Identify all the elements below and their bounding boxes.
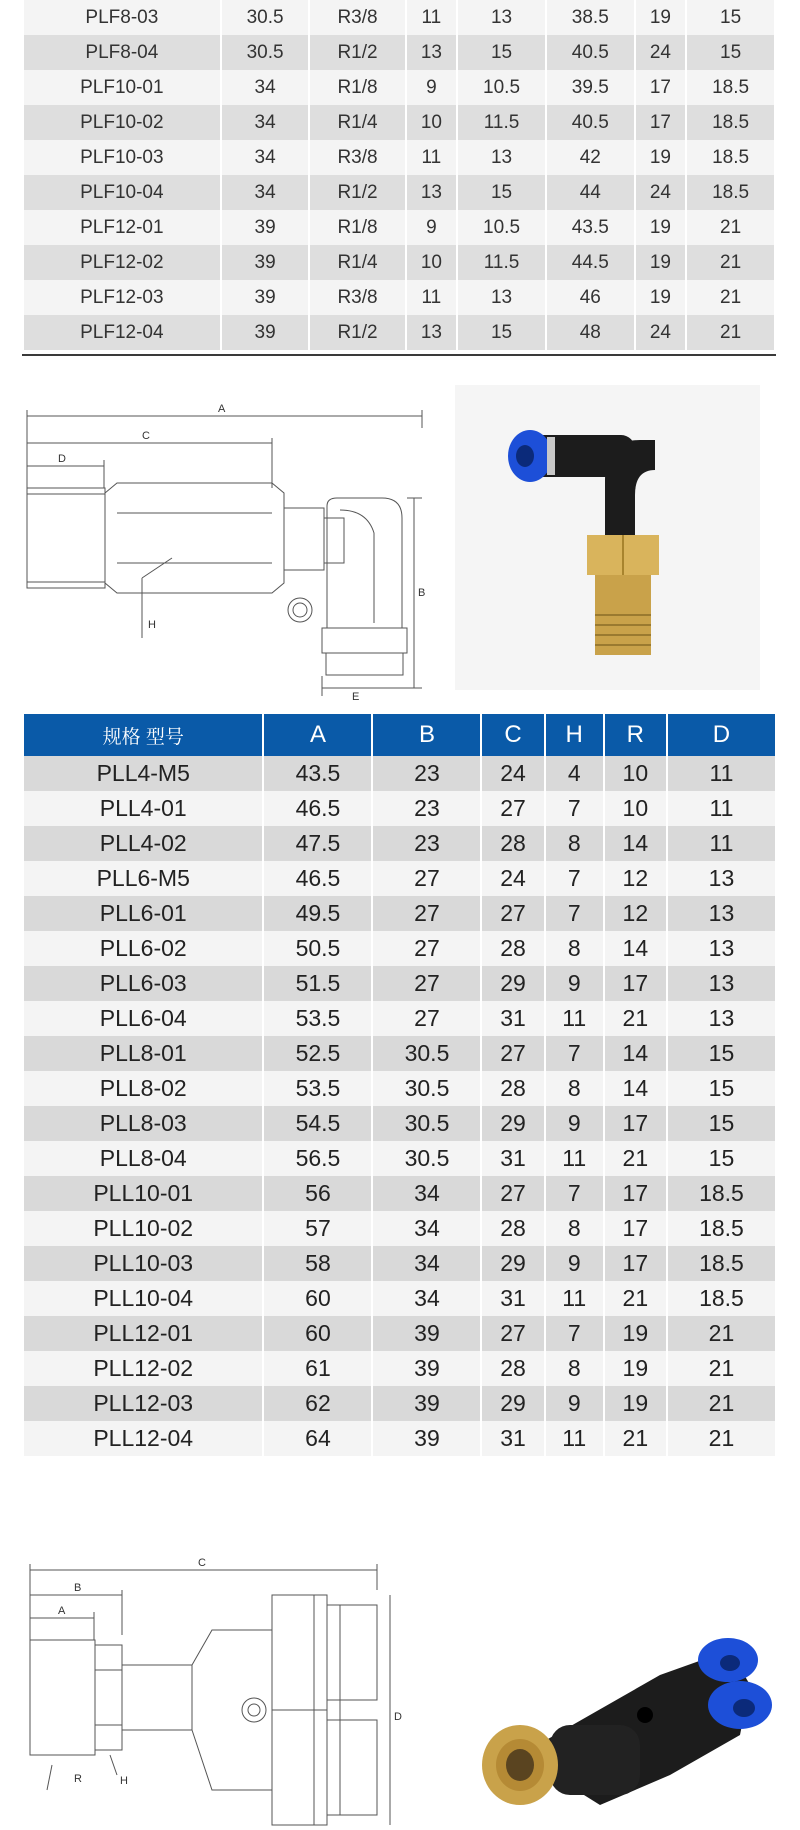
value-cell: 17 [605, 966, 666, 1001]
value-cell: 21 [687, 245, 774, 280]
value-cell: 46 [547, 280, 634, 315]
dim-label-h: H [120, 1775, 128, 1787]
model-cell: PLL12-04 [24, 1421, 262, 1456]
model-cell: PLL6-M5 [24, 861, 262, 896]
model-cell: PLL8-02 [24, 1071, 262, 1106]
value-cell: 10 [605, 756, 666, 791]
value-cell: 42 [547, 140, 634, 175]
pll-elbow-technical-drawing [22, 398, 442, 703]
value-cell: 17 [605, 1176, 666, 1211]
value-cell: 19 [636, 210, 686, 245]
value-cell: 53.5 [264, 1001, 371, 1036]
value-cell: 58 [264, 1246, 371, 1281]
value-cell: 21 [687, 280, 774, 315]
header-col-r: R [605, 714, 666, 756]
value-cell: 39 [222, 280, 309, 315]
value-cell: 18.5 [687, 105, 774, 140]
header-col-d: D [668, 714, 775, 756]
value-cell: 28 [482, 1351, 543, 1386]
model-cell: PLL8-03 [24, 1106, 262, 1141]
model-cell: PLL6-02 [24, 931, 262, 966]
model-cell: PLF12-02 [24, 245, 220, 280]
value-cell: 7 [546, 791, 603, 826]
model-cell: PLF12-04 [24, 315, 220, 350]
value-cell: 39 [222, 315, 309, 350]
value-cell: R1/8 [310, 210, 404, 245]
value-cell: 15 [458, 35, 545, 70]
value-cell: 17 [605, 1211, 666, 1246]
value-cell: 8 [546, 931, 603, 966]
value-cell: 19 [605, 1316, 666, 1351]
value-cell: 18.5 [668, 1211, 775, 1246]
value-cell: 13 [458, 0, 545, 35]
value-cell: 23 [373, 791, 480, 826]
value-cell: 31 [482, 1141, 543, 1176]
value-cell: 17 [605, 1246, 666, 1281]
value-cell: 18.5 [687, 140, 774, 175]
value-cell: 21 [668, 1386, 775, 1421]
value-cell: 17 [605, 1106, 666, 1141]
value-cell: 30.5 [222, 35, 309, 70]
value-cell: 29 [482, 1386, 543, 1421]
table-row [24, 1281, 775, 1316]
value-cell: 19 [605, 1386, 666, 1421]
value-cell: 15 [687, 35, 774, 70]
value-cell: 39 [373, 1351, 480, 1386]
value-cell: 18.5 [687, 175, 774, 210]
table-row [24, 210, 774, 245]
value-cell: 13 [458, 140, 545, 175]
value-cell: 8 [546, 1351, 603, 1386]
model-cell: PLL8-01 [24, 1036, 262, 1071]
value-cell: 23 [373, 826, 480, 861]
value-cell: 10.5 [458, 210, 545, 245]
value-cell: 51.5 [264, 966, 371, 1001]
value-cell: 56 [264, 1176, 371, 1211]
dim-label-b: B [418, 587, 426, 599]
value-cell: 21 [605, 1141, 666, 1176]
value-cell: 30.5 [373, 1141, 480, 1176]
table-row [24, 861, 775, 896]
value-cell: 11 [407, 140, 457, 175]
value-cell: 39.5 [547, 70, 634, 105]
value-cell: 21 [605, 1001, 666, 1036]
plf-dimension-table [22, 0, 776, 350]
value-cell: 19 [605, 1351, 666, 1386]
value-cell: 27 [373, 966, 480, 1001]
pll-dimension-table [22, 714, 777, 1456]
table-row [24, 1071, 775, 1106]
value-cell: 8 [546, 1071, 603, 1106]
value-cell: 29 [482, 1246, 543, 1281]
value-cell: 15 [668, 1141, 775, 1176]
value-cell: 18.5 [668, 1246, 775, 1281]
model-cell: PLL6-01 [24, 896, 262, 931]
model-cell: PLF10-02 [24, 105, 220, 140]
table-row [24, 1001, 775, 1036]
value-cell: 17 [636, 105, 686, 140]
value-cell: 39 [373, 1316, 480, 1351]
model-cell: PLL12-02 [24, 1351, 262, 1386]
branch-tee-technical-drawing [22, 1550, 442, 1830]
value-cell: 31 [482, 1421, 543, 1456]
model-cell: PLL10-03 [24, 1246, 262, 1281]
value-cell: 31 [482, 1001, 543, 1036]
model-cell: PLF10-01 [24, 70, 220, 105]
model-cell: PLL12-03 [24, 1386, 262, 1421]
value-cell: 21 [668, 1421, 775, 1456]
value-cell: 14 [605, 1036, 666, 1071]
value-cell: 27 [482, 896, 543, 931]
table-row [24, 175, 774, 210]
value-cell: 27 [482, 1176, 543, 1211]
table-row [24, 791, 775, 826]
value-cell: 34 [373, 1246, 480, 1281]
value-cell: 27 [482, 1036, 543, 1071]
value-cell: 29 [482, 966, 543, 1001]
value-cell: 60 [264, 1316, 371, 1351]
value-cell: R1/2 [310, 175, 404, 210]
value-cell: 13 [407, 35, 457, 70]
value-cell: 11 [407, 280, 457, 315]
value-cell: 34 [373, 1281, 480, 1316]
model-cell: PLL6-04 [24, 1001, 262, 1036]
value-cell: 30.5 [222, 0, 309, 35]
value-cell: 13 [458, 280, 545, 315]
model-cell: PLL10-01 [24, 1176, 262, 1211]
value-cell: 21 [605, 1281, 666, 1316]
value-cell: 17 [636, 70, 686, 105]
value-cell: 24 [482, 756, 543, 791]
value-cell: 24 [636, 35, 686, 70]
value-cell: 28 [482, 1071, 543, 1106]
table-row [24, 1421, 775, 1456]
value-cell: 27 [373, 1001, 480, 1036]
value-cell: 30.5 [373, 1106, 480, 1141]
table-row [24, 280, 774, 315]
value-cell: 34 [373, 1211, 480, 1246]
value-cell: 13 [668, 966, 775, 1001]
value-cell: 13 [407, 315, 457, 350]
value-cell: 34 [222, 140, 309, 175]
value-cell: 39 [222, 245, 309, 280]
value-cell: 19 [636, 0, 686, 35]
value-cell: 39 [373, 1386, 480, 1421]
value-cell: 21 [687, 210, 774, 245]
value-cell: R3/8 [310, 0, 404, 35]
value-cell: 15 [458, 315, 545, 350]
value-cell: 56.5 [264, 1141, 371, 1176]
value-cell: 13 [668, 896, 775, 931]
value-cell: 48 [547, 315, 634, 350]
dim-label-c: C [142, 430, 150, 442]
model-cell: PLF8-03 [24, 0, 220, 35]
value-cell: 24 [482, 861, 543, 896]
value-cell: 61 [264, 1351, 371, 1386]
table-row [24, 1106, 775, 1141]
branch-tee-product-photo [440, 1605, 780, 1830]
dim-label-c: C [198, 1557, 206, 1569]
value-cell: R1/8 [310, 70, 404, 105]
table-row [24, 70, 774, 105]
value-cell: 19 [636, 140, 686, 175]
table-row [24, 896, 775, 931]
table-row [24, 1176, 775, 1211]
value-cell: R3/8 [310, 140, 404, 175]
value-cell: 12 [605, 896, 666, 931]
model-cell: PLL12-01 [24, 1316, 262, 1351]
table-row [24, 35, 774, 70]
value-cell: 21 [668, 1316, 775, 1351]
model-cell: PLL4-01 [24, 791, 262, 826]
value-cell: 10 [407, 105, 457, 140]
header-col-b: B [373, 714, 480, 756]
value-cell: 27 [373, 896, 480, 931]
table-row [24, 105, 774, 140]
value-cell: 18.5 [668, 1281, 775, 1316]
value-cell: 24 [636, 315, 686, 350]
dim-label-e: E [352, 691, 360, 703]
value-cell: 11 [546, 1421, 603, 1456]
value-cell: 44.5 [547, 245, 634, 280]
table-row [24, 1386, 775, 1421]
value-cell: 11 [668, 826, 775, 861]
value-cell: 34 [222, 175, 309, 210]
model-cell: PLL10-04 [24, 1281, 262, 1316]
value-cell: 15 [687, 0, 774, 35]
model-cell: PLF8-04 [24, 35, 220, 70]
value-cell: 21 [668, 1351, 775, 1386]
pll-elbow-product-photo [455, 385, 760, 690]
value-cell: R1/2 [310, 315, 404, 350]
value-cell: 31 [482, 1281, 543, 1316]
value-cell: 28 [482, 931, 543, 966]
value-cell: 14 [605, 1071, 666, 1106]
value-cell: 30.5 [373, 1036, 480, 1071]
value-cell: 28 [482, 1211, 543, 1246]
dim-label-b: B [74, 1582, 82, 1594]
value-cell: 10 [605, 791, 666, 826]
value-cell: 15 [668, 1071, 775, 1106]
value-cell: 7 [546, 861, 603, 896]
value-cell: R1/4 [310, 105, 404, 140]
value-cell: 46.5 [264, 861, 371, 896]
dim-label-r: R [74, 1773, 82, 1785]
value-cell: 7 [546, 1176, 603, 1211]
value-cell: 13 [668, 931, 775, 966]
value-cell: R3/8 [310, 280, 404, 315]
value-cell: 19 [636, 245, 686, 280]
value-cell: 49.5 [264, 896, 371, 931]
dim-label-h: H [148, 619, 156, 631]
value-cell: 24 [636, 175, 686, 210]
value-cell: 34 [373, 1176, 480, 1211]
value-cell: 13 [407, 175, 457, 210]
value-cell: 15 [668, 1106, 775, 1141]
value-cell: 13 [668, 861, 775, 896]
value-cell: 11.5 [458, 105, 545, 140]
table-bottom-rule [22, 354, 776, 356]
value-cell: 27 [373, 861, 480, 896]
model-cell: PLF10-04 [24, 175, 220, 210]
value-cell: 9 [546, 1246, 603, 1281]
table-row [24, 966, 775, 1001]
dim-label-d: D [58, 453, 66, 465]
value-cell: 40.5 [547, 35, 634, 70]
value-cell: R1/4 [310, 245, 404, 280]
value-cell: R1/2 [310, 35, 404, 70]
table-row [24, 1351, 775, 1386]
dim-label-a: A [58, 1605, 66, 1617]
model-cell: PLL4-M5 [24, 756, 262, 791]
value-cell: 4 [546, 756, 603, 791]
value-cell: 9 [546, 966, 603, 1001]
value-cell: 7 [546, 896, 603, 931]
value-cell: 62 [264, 1386, 371, 1421]
value-cell: 21 [605, 1421, 666, 1456]
value-cell: 39 [373, 1421, 480, 1456]
table-row [24, 756, 775, 791]
value-cell: 52.5 [264, 1036, 371, 1071]
value-cell: 9 [407, 70, 457, 105]
value-cell: 8 [546, 1211, 603, 1246]
table-row [24, 1211, 775, 1246]
model-cell: PLF10-03 [24, 140, 220, 175]
value-cell: 7 [546, 1316, 603, 1351]
header-col-c: C [482, 714, 543, 756]
value-cell: 11 [668, 756, 775, 791]
value-cell: 10 [407, 245, 457, 280]
value-cell: 53.5 [264, 1071, 371, 1106]
value-cell: 64 [264, 1421, 371, 1456]
model-cell: PLL10-02 [24, 1211, 262, 1246]
table-row [24, 245, 774, 280]
dim-label-a: A [218, 403, 226, 415]
value-cell: 8 [546, 826, 603, 861]
value-cell: 11 [546, 1141, 603, 1176]
value-cell: 18.5 [668, 1176, 775, 1211]
dim-label-d: D [394, 1711, 402, 1723]
table-row [24, 1141, 775, 1176]
value-cell: 27 [482, 1316, 543, 1351]
header-model: 规格 型号 [24, 714, 262, 756]
table-row [24, 315, 774, 350]
value-cell: 27 [482, 791, 543, 826]
table-row [24, 1036, 775, 1071]
table-row [24, 826, 775, 861]
table-row [24, 931, 775, 966]
value-cell: 29 [482, 1106, 543, 1141]
value-cell: 14 [605, 826, 666, 861]
value-cell: 21 [687, 315, 774, 350]
value-cell: 12 [605, 861, 666, 896]
value-cell: 28 [482, 826, 543, 861]
table-row [24, 1246, 775, 1281]
model-cell: PLF12-03 [24, 280, 220, 315]
value-cell: 19 [636, 280, 686, 315]
value-cell: 14 [605, 931, 666, 966]
value-cell: 7 [546, 1036, 603, 1071]
value-cell: 9 [546, 1106, 603, 1141]
value-cell: 34 [222, 70, 309, 105]
value-cell: 10.5 [458, 70, 545, 105]
value-cell: 47.5 [264, 826, 371, 861]
value-cell: 11 [546, 1281, 603, 1316]
model-cell: PLL8-04 [24, 1141, 262, 1176]
value-cell: 9 [546, 1386, 603, 1421]
model-cell: PLL4-02 [24, 826, 262, 861]
value-cell: 23 [373, 756, 480, 791]
value-cell: 43.5 [547, 210, 634, 245]
header-col-h: H [546, 714, 603, 756]
value-cell: 50.5 [264, 931, 371, 966]
model-cell: PLL6-03 [24, 966, 262, 1001]
value-cell: 15 [668, 1036, 775, 1071]
table-row [24, 1316, 775, 1351]
value-cell: 18.5 [687, 70, 774, 105]
header-col-a: A [264, 714, 371, 756]
value-cell: 39 [222, 210, 309, 245]
value-cell: 27 [373, 931, 480, 966]
value-cell: 11.5 [458, 245, 545, 280]
value-cell: 11 [668, 791, 775, 826]
value-cell: 57 [264, 1211, 371, 1246]
table-row [24, 140, 774, 175]
value-cell: 13 [668, 1001, 775, 1036]
value-cell: 38.5 [547, 0, 634, 35]
value-cell: 15 [458, 175, 545, 210]
value-cell: 46.5 [264, 791, 371, 826]
value-cell: 30.5 [373, 1071, 480, 1106]
table-row [24, 0, 774, 35]
value-cell: 44 [547, 175, 634, 210]
value-cell: 54.5 [264, 1106, 371, 1141]
value-cell: 60 [264, 1281, 371, 1316]
value-cell: 9 [407, 210, 457, 245]
model-cell: PLF12-01 [24, 210, 220, 245]
value-cell: 34 [222, 105, 309, 140]
value-cell: 43.5 [264, 756, 371, 791]
value-cell: 11 [546, 1001, 603, 1036]
value-cell: 11 [407, 0, 457, 35]
value-cell: 40.5 [547, 105, 634, 140]
